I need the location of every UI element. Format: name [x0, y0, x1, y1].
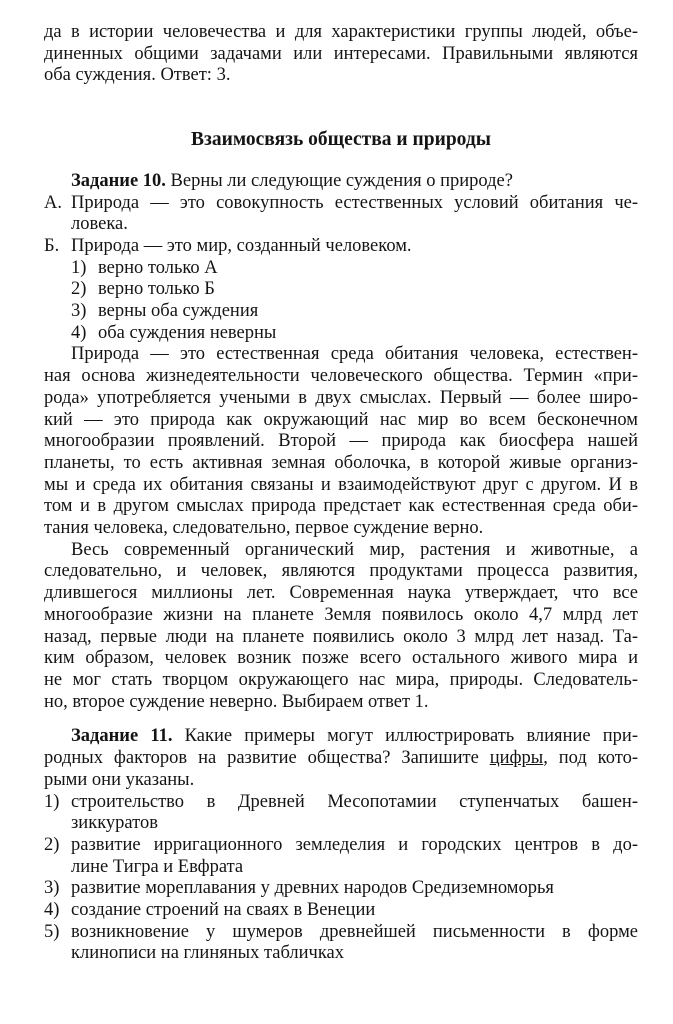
intro-paragraph — [44, 22, 638, 87]
answer-option — [44, 279, 638, 301]
option-text: развитие ирригационного земледелия и городских центров в до- — [71, 834, 638, 855]
text-line: длившегося миллионы лет. Современная наука утверждает, что все — [44, 583, 638, 604]
answer-option — [44, 792, 638, 835]
section-title: Взаимосвязь общества и природы — [191, 129, 491, 151]
answer-option — [44, 835, 638, 878]
text-line: оба суждения. Ответ: 3. — [44, 65, 231, 86]
task-11 — [44, 726, 638, 965]
text-line: назад, первые люди на планете появились около 3 млрд лет назад. Та- — [44, 626, 638, 647]
option-number: 4) — [71, 322, 87, 343]
text-line: Весь современный органический мир, растения и животные, а — [71, 539, 638, 560]
statement-marker: Б. — [44, 235, 60, 256]
task-10 — [44, 171, 638, 714]
option-number: 5) — [44, 921, 60, 942]
answer-option — [44, 878, 638, 900]
text-line: но, второе суждение неверно. Выбираем ответ 1. — [44, 691, 429, 712]
option-text: возникновение у шумеров древнейшей письменности в форме — [71, 921, 638, 942]
task-10-question — [44, 171, 638, 193]
text-line: Природа — это мир, созданный человеком. — [71, 235, 412, 256]
task-label: Задание 11. — [71, 726, 173, 747]
option-number: 1) — [44, 791, 60, 812]
option-text: верно только А — [98, 257, 218, 278]
text-line: кий — это природа как окружающий нас мир во всем бесконечном — [44, 409, 638, 430]
answer-option — [44, 301, 638, 323]
text-line: многообразии проявлений. Второй — природа как биосфера нашей — [44, 431, 638, 452]
text-line: рода» употребляется учеными в двух смыслах. Первый — более широ- — [44, 387, 638, 408]
text-line: да в истории человечества и для характеристики группы людей, объе- — [44, 22, 638, 42]
question-text: Верны ли следующие суждения о природе? — [165, 170, 513, 191]
explanation-paragraph — [44, 540, 638, 714]
answer-option — [44, 323, 638, 345]
option-number: 3) — [71, 301, 87, 322]
option-text: клинописи на глиняных табличках — [71, 943, 345, 964]
text-line: диненных общими задачами или интересами. Правильными являются — [44, 43, 638, 64]
statement-marker: А. — [44, 192, 62, 213]
answer-option — [44, 258, 638, 280]
option-number: 3) — [44, 878, 60, 899]
option-text: зиккуратов — [71, 813, 158, 834]
question-text: , под кото- — [543, 748, 638, 769]
answer-option — [44, 900, 638, 922]
text-line: многообразие жизни на планете Земля появилось около 4,7 млрд лет — [44, 604, 638, 625]
option-text: верны оба суждения — [98, 301, 259, 322]
explanation-paragraph — [44, 344, 638, 539]
option-text: лине Тигра и Евфрата — [71, 856, 244, 877]
answer-option — [44, 922, 638, 965]
option-text: верно только Б — [98, 279, 215, 300]
question-text: родных факторов на развитие общества? Запишите — [44, 748, 490, 769]
option-number: 2) — [71, 279, 87, 300]
text-line: ловека. — [71, 214, 128, 235]
option-number: 2) — [44, 834, 60, 855]
text-line: тания человека, следовательно, первое суждение верно. — [44, 518, 484, 539]
text-line: мы и среда их обитания связаны и взаимодействуют друг с другом. И в — [44, 474, 638, 495]
option-text: создание строений на сваях в Венеции — [71, 900, 376, 921]
text-line: следовательно, и человек, являются продуктами процесса развития, — [44, 561, 638, 582]
option-text: строительство в Древней Месопотамии ступенчатых башен- — [71, 791, 638, 812]
page-body — [44, 22, 638, 965]
text-line: рыми они указаны. — [44, 769, 195, 790]
text-line: ная основа жизнедеятельности человеческого общества. Термин «при- — [44, 366, 638, 387]
option-number: 1) — [71, 257, 87, 278]
option-number: 4) — [44, 900, 60, 921]
text-line: не мог стать творцом окружающего нас мира, природы. Следователь- — [44, 669, 638, 690]
option-text: развитие мореплавания у древних народов Средиземноморья — [71, 878, 554, 899]
task-11-question — [44, 726, 638, 748]
option-text: оба суждения неверны — [98, 322, 277, 343]
text-line: Природа — это совокупность естественных условий обитания че- — [71, 192, 638, 213]
text-line — [44, 748, 638, 770]
statement-a — [44, 193, 638, 236]
statement-b — [44, 236, 638, 258]
text-line: планеты, то есть активная земная оболочка, в которой живые организ- — [44, 452, 638, 473]
question-text: Какие примеры могут иллюстрировать влияние при- — [172, 726, 638, 747]
text-line: ким образом, человек возник позже всего остального живого мира и — [44, 648, 638, 669]
task-label: Задание 10. — [71, 170, 166, 191]
underlined-word: цифры — [489, 748, 544, 769]
text-line: том и в другом смыслах природа предстает как естественная среда оби- — [44, 496, 638, 517]
text-line: Природа — это естественная среда обитания человека, естествен- — [71, 344, 638, 365]
